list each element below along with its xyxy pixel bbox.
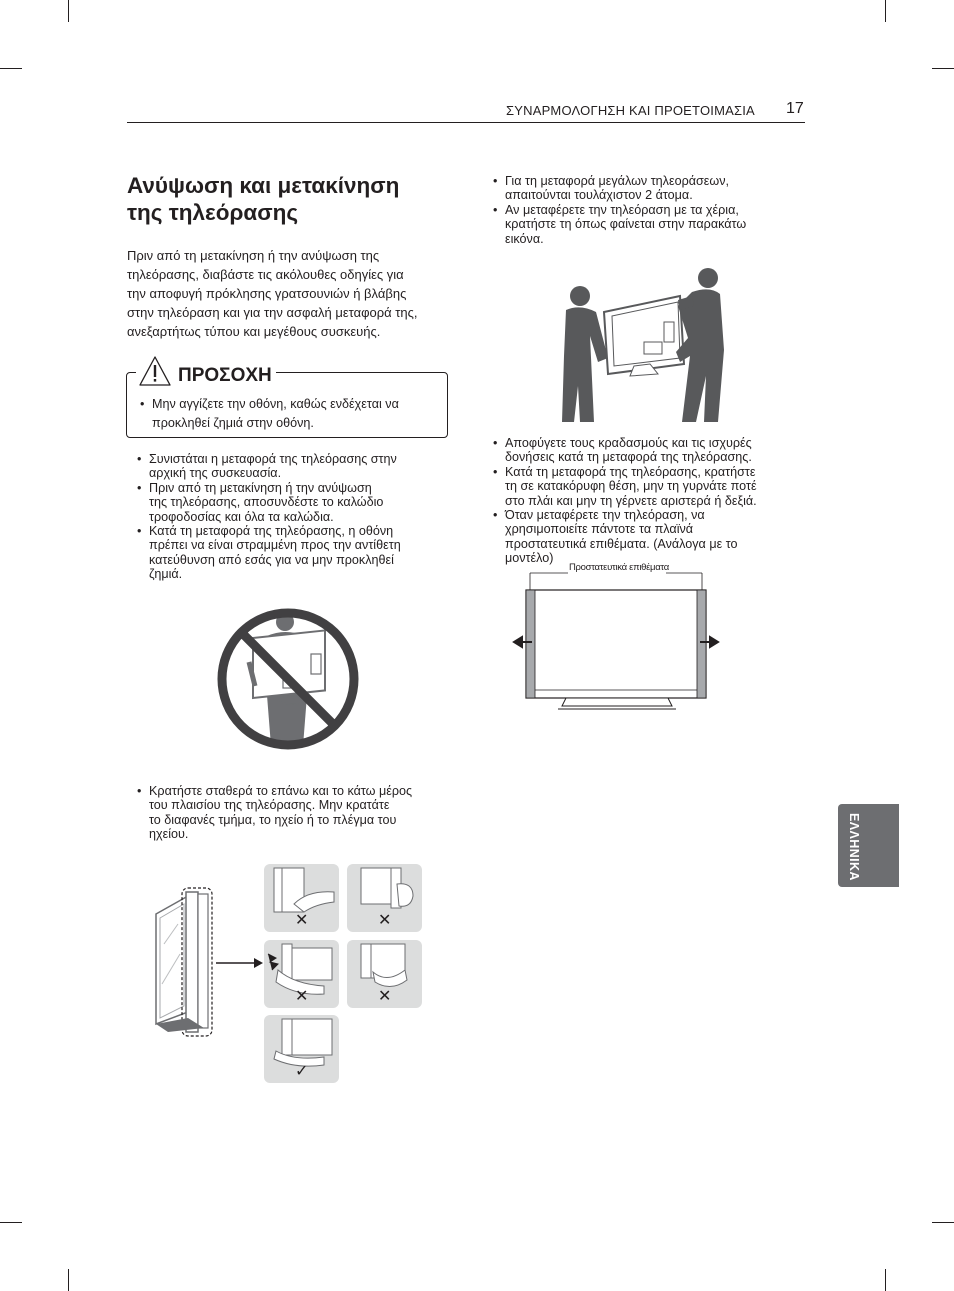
page-number: 17 xyxy=(786,100,804,117)
right-bullet-list-2 xyxy=(493,436,813,566)
language-tab-label: ΕΛΛΗΝΙΚΑ xyxy=(847,813,861,881)
page-title: Ανύψωση και μετακίνηση της τηλεόρασης xyxy=(127,173,400,225)
arrow-right-icon xyxy=(216,957,264,969)
list-item: • Για τη μεταφορά μεγάλων τηλεοράσεων, απαιτούνται τουλάχιστον 2 άτομα. xyxy=(493,174,813,203)
wrong-mark-icon: ✕ xyxy=(295,912,309,929)
grip-panel-correct xyxy=(264,1015,339,1083)
prohibited-carry-illustration xyxy=(215,606,361,752)
left-bullet-list xyxy=(137,452,467,582)
list-item: • Πριν από τη μετακίνηση ή την ανύψωση της τηλεόρασης, αποσυνδέστε το καλώδιο τροφοδοσίας και όλα τα καλώδια. xyxy=(137,481,467,524)
protective-pads-illustration xyxy=(510,566,722,712)
two-person-carry-illustration xyxy=(560,266,730,424)
grip-panel-wrong-1 xyxy=(264,864,339,932)
wrong-mark-icon: ✕ xyxy=(295,988,309,1005)
crop-mark xyxy=(68,0,69,22)
caution-heading: ΠΡΟΣΟΧΗ xyxy=(136,349,276,387)
warning-triangle-icon xyxy=(138,355,172,387)
list-item: • Όταν μεταφέρετε την τηλεόραση, να χρησιμοποιείτε πάντοτε τα πλαϊνά προστατευτικά επιθέματα. (Ανάλογα με το μοντέλο) xyxy=(493,508,813,566)
grip-panel-wrong-3 xyxy=(264,940,339,1008)
right-bullet-list-1 xyxy=(493,174,813,246)
crop-mark xyxy=(932,1222,954,1223)
crop-mark xyxy=(932,68,954,69)
intro-paragraph: Πριν από τη μετακίνηση ή την ανύψωση της τηλεόρασης, διαβάστε τις ακόλουθες οδηγίες για την αποφυγή πρόκλησης γρατσουνιών ή βλάβης στην τηλεόραση και για την ασφαλή μεταφορά της, ανεξαρτήτως τύπου και μεγέθους συσκευής. xyxy=(127,248,418,339)
crop-mark xyxy=(0,68,22,69)
correct-mark-icon: ✓ xyxy=(295,1063,309,1080)
header-rule xyxy=(127,122,805,123)
caution-item: • Μην αγγίζετε την οθόνη, καθώς ενδέχεται να προκληθεί ζημιά στην οθόνη. xyxy=(140,395,399,433)
list-item: • Κατά τη μεταφορά της τηλεόρασης, κρατήστε τη σε κατακόρυφη θέση, μην τη γυρνάτε ποτέ στο πλάι και μην τη γέρνετε αριστερά ή δεξιά. xyxy=(493,465,813,508)
grip-panel-wrong-2 xyxy=(347,864,422,932)
list-item: • Κατά τη μεταφορά της τηλεόρασης, η οθόνη πρέπει να είναι στραμμένη προς την αντίθετη κατεύθυνση από εσάς για να μην προκληθεί ζημιά. xyxy=(137,524,467,582)
crop-mark xyxy=(885,1269,886,1291)
list-item: • Συνιστάται η μεταφορά της τηλεόρασης στην αρχική της συσκευασία. xyxy=(137,452,467,481)
crop-mark xyxy=(0,1222,22,1223)
section-header: ΣΥΝΑΡΜΟΛΟΓΗΣΗ ΚΑΙ ΠΡΟΕΤΟΙΜΑΣΙΑ xyxy=(506,103,755,118)
grip-panel-wrong-4 xyxy=(347,940,422,1008)
list-item: • Αποφύγετε τους κραδασμούς και τις ισχυρές δονήσεις κατά τη μεταφορά της τηλεόρασης. xyxy=(493,436,813,465)
protective-pads-label: Προστατευτικά επιθέματα xyxy=(569,562,669,573)
list-item: • Κρατήστε σταθερά το επάνω και το κάτω μέρος του πλαισίου της τηλεόρασης. Μην κρατάτε το διαφανές τμήμα, το ηχείο ή το πλέγμα του ηχείου. xyxy=(137,784,467,842)
wrong-mark-icon: ✕ xyxy=(378,988,392,1005)
crop-mark xyxy=(885,0,886,22)
list-item: • Αν μεταφέρετε την τηλεόραση με τα χέρια, κρατήστε τη όπως φαίνεται στην παρακάτω εικόνα. xyxy=(493,203,813,246)
left-bullet-list-2 xyxy=(137,784,467,842)
crop-mark xyxy=(68,1269,69,1291)
wrong-mark-icon: ✕ xyxy=(378,912,392,929)
